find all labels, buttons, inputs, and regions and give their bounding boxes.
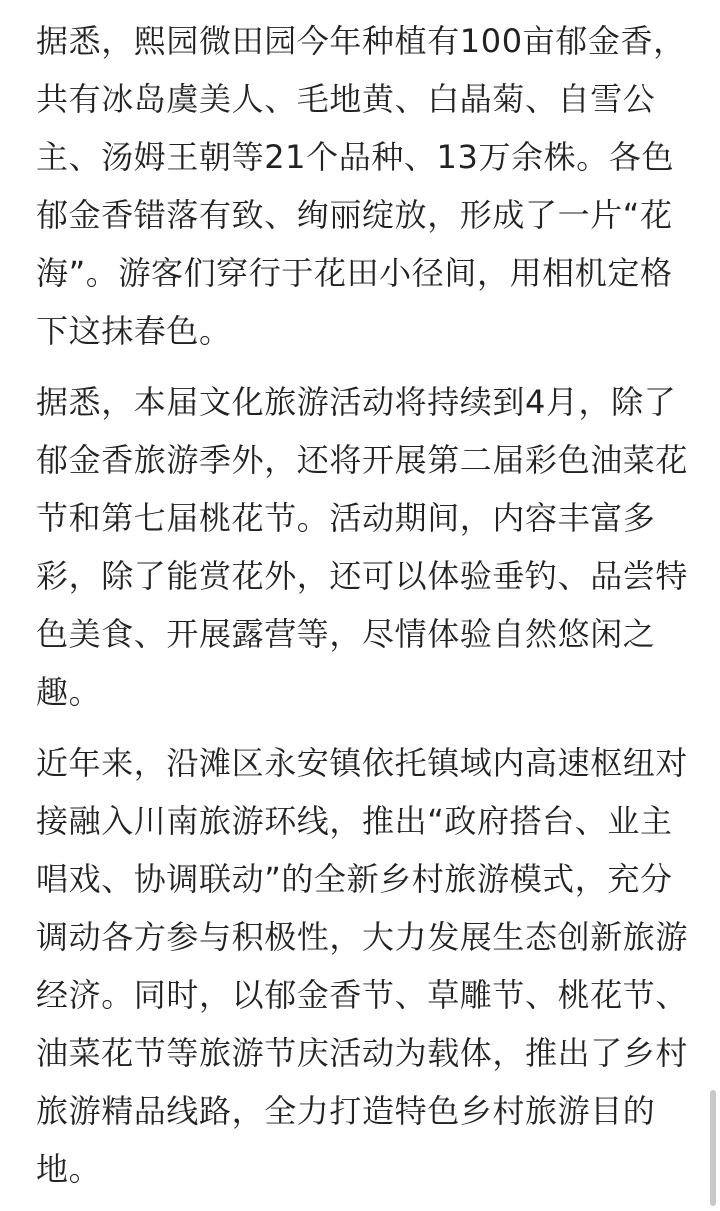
article-paragraph-1: 据悉，熙园微田园今年种植有100亩郁金香，共有冰岛虞美人、毛地黄、白晶菊、自雪公主、汤姆王朝等21个品种、13万余株。各色郁金香错落有致、绚丽绽放，形成了一片“花海”。游客们穿行于花田小径间，用相机定格下这抹春色。 [36, 22, 686, 350]
article-paragraph-3: 近年来，沿滩区永安镇依托镇域内高速枢纽对接融入川南旅游环线，推出“政府搭台、业主唱戏、协调联动”的全新乡村旅游模式，充分调动各方参与积极性，大力发展生态创新旅游经济。同时，以郁金香节、草雕节、桃花节、油菜花节等旅游节庆活动为载体，推出了乡村旅游精品线路，全力打造特色乡村旅游目的地。 [36, 744, 689, 1188]
article-paragraph-2: 据悉，本届文化旅游活动将持续到4月，除了郁金香旅游季外，还将开展第二届彩色油菜花节和第七届桃花节。活动期间，内容丰富多彩，除了能赏花外，还可以体验垂钓、品尝特色美食、开展露营等，尽情体验自然悠闲之趣。 [36, 383, 689, 711]
scrollbar-thumb[interactable] [710, 1090, 716, 1206]
article-body [36, 12, 688, 1211]
